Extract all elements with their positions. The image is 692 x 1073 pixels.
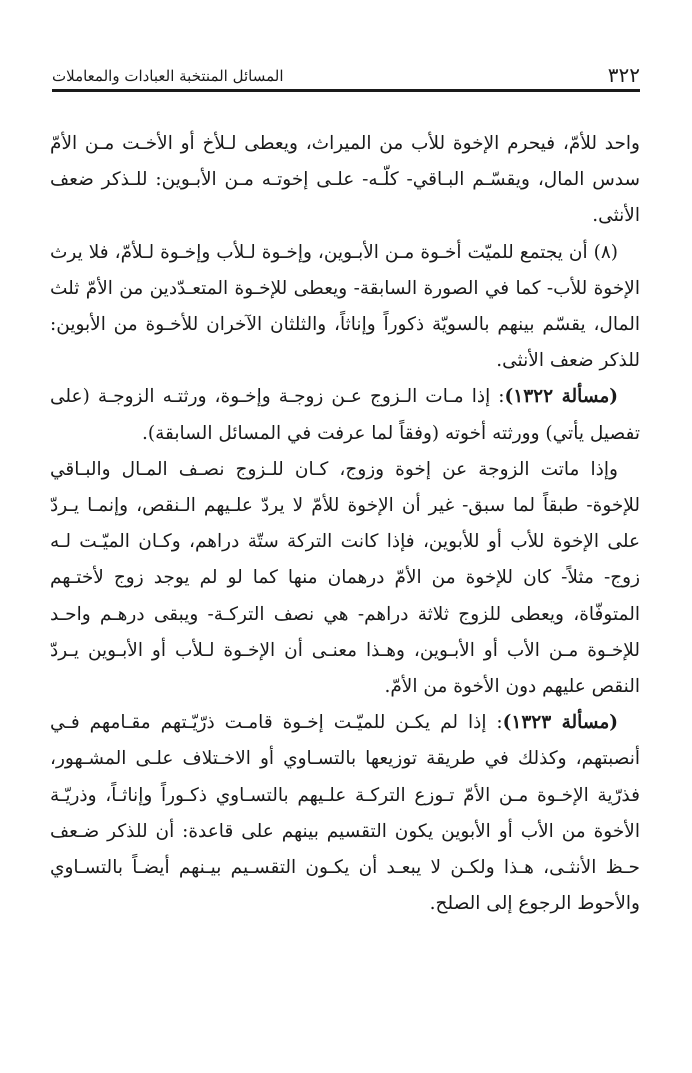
paragraph-text: واحد للأمّ، فيحرم الإخوة للأب من الميراث، ويعطى لـلأخ أو الأخـت مـن الأمّ سدس المال، ويقسّـم البـاقي- كلّـه- علـى إخوتـه مـن الأبـوين: للـذكر ضعف الأنثى. [50,133,640,227]
paragraph [50,452,640,705]
paragraph-text: (٨) أن يجتمع للميّت أخـوة مـن الأبـوين، وإخـوة لـلأب وإخـوة لـلأمّ، فلا يرث الإخوة للأب- كما في الصورة السابقة- ويعطى للإخـوة المتعـدّدين من الأمّ ثلث المال، يقسّم بينهم بالسويّة ذكوراً وإناثاً، والثلثان الآخران للأخـوة من الأبوين: للذكر ضعف الأنثى. [50,241,640,372]
page-header [52,58,640,92]
paragraph-text: : إذا مـات الـزوج عـن زوجـة وإخـوة، ورثتـه الزوجـة (على تفصيل يأتي) وورثته أخوته (وفقاً لما عرفت في المسائل السابقة). [50,386,640,444]
issue-paragraph [50,705,640,922]
issue-paragraph [50,379,640,451]
paragraph-text: : إذا لم يكـن للميّـت إخـوة قامـت ذرّيّـتهم مقـامهم فـي أنصبتهم، وكذلك في طريقة توزيعها بالتسـاوي أو الاخـتلاف علـى المشـهور، فذرّية الإخـوة مـن الأمّ تـوزع التركـة علـيهم بالتسـاوي ذكـوراً وإناثـاً، وذريّـة الأخوة من الأب أو الأبوين يكون التقسيم بينهم على قاعدة: أن للذكر ضـعف حـظ الأنثـى، هـذا ولكـن لا يبعـد أن يكـون التقسـيم بيـنهم أيضـاً بالتسـاوي والأحوط الرجوع إلى الصلح. [50,712,640,915]
paragraph-text: وإذا ماتت الزوجة عن إخوة وزوج، كـان للـزوج نصـف المـال والبـاقي للإخوة- طبقاً لما سبق- غير أن الإخوة للأمّ لا يردّ علـيهم الـنقص، وإنمـا يـردّ على الإخوة للأب أو للأبوين، فإذا كانت التركة ستّة دراهم، وكـان الميّـت لـه زوج- مثلاً- كان للإخوة من الأمّ درهمان منها كما لو لم يوجد زوج لأختـهم المتوفّاة، ويعطى للزوج ثلاثة دراهم- هي نصف التركـة- ويبقى درهـم واحـد للإخـوة مـن الأب أو الأبـوين، وهـذا معنـى أن الإخـوة لـلأب أو الأبـوين يـردّ النقص عليهم دون الأخوة من الأمّ. [50,458,640,698]
paragraph [50,235,640,380]
page-number: ٣٢٢ [607,63,640,87]
running-title: المسائل المنتخبة العبادات والمعاملات [52,67,284,85]
issue-label: (مسألة ١٣٢٢) [504,386,618,408]
issue-label: (مسألة ١٣٢٣) [502,712,618,734]
paragraph [50,126,640,235]
body-text [50,126,640,922]
